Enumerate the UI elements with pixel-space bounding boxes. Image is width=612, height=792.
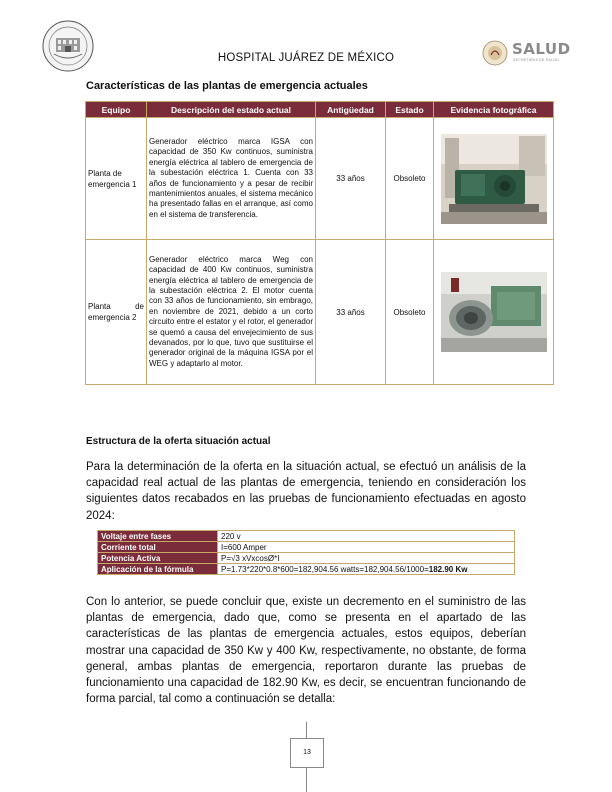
- cell-descripcion: Generador eléctrico marca IGSA con capacidad de 350 Kw continuos, suministra energía eléctrica al tablero de emergencia de la subestación eléctrica 1. Cuenta con 33 años de funcionamiento y a pesar de recibir mantenimientos anuales, el sistema mecánico ha presentado fallas en el arranque, así como en el sistema de transferencia.: [147, 118, 316, 240]
- measurements-table: [97, 530, 515, 575]
- measure-label: Aplicación de la fórmula: [98, 564, 218, 575]
- table-row: [98, 564, 515, 575]
- table-header-row: [86, 102, 554, 118]
- table-row: [86, 240, 554, 385]
- hospital-seal-icon: [42, 20, 94, 72]
- cell-estado: Obsoleto: [386, 240, 434, 385]
- header-antiguedad: Antigüedad: [316, 102, 386, 118]
- measure-value-formula: [218, 564, 515, 575]
- measure-label: Corriente total: [98, 542, 218, 553]
- measure-label: Potencia Activa: [98, 553, 218, 564]
- cell-descripcion: Generador eléctrico marca Weg con capacidad de 400 Kw continuos, suministra energía eléctrica al tablero de emergencia de la subestación eléctrica 2. El motor cuenta con 33 años de funcionamiento, sin embrago, en noviembre de 2021, debido a un corto circuito entre el estator y el rotor, el generador se quemó a causa del envejecimiento de sus devanados, por lo que, tuvo que sustituirse el generador original de la máquina IGSA por el WEG y adaptarlo al motor.: [147, 240, 316, 385]
- page-number: 13: [290, 738, 324, 768]
- measure-value: P=√3 xVxcosØ*I: [218, 553, 515, 564]
- measure-value: I=600 Amper: [218, 542, 515, 553]
- cell-antiguedad: 33 años: [316, 240, 386, 385]
- table-row: [98, 542, 515, 553]
- cell-evidencia: [434, 118, 554, 240]
- cell-evidencia: [434, 240, 554, 385]
- formula-result: 182.90 Kw: [428, 564, 468, 574]
- measure-label: Voltaje entre fases: [98, 531, 218, 542]
- motor-photo-icon: [441, 272, 547, 352]
- header-equipo: Equipo: [86, 102, 147, 118]
- table-row: [98, 553, 515, 564]
- paragraph-conclusion: Con lo anterior, se puede concluir que, existe un decremento en el suministro de las plantas de emergencia, dado que, como se presenta en el apartado de las características de las plantas de emergencia actuales, estos equipos, deberían mostrar una capacidad de 350 Kw y 400 Kw, respectivamente, no obstante, de forma general, ambas plantas de emergencia, reportaron durante las pruebas de funcionamiento una capacidad de 182.90 Kw, es decir, se encuentran funcionando de forma parcial, tal como a continuación se detalla:: [86, 596, 526, 706]
- footer-divider-bottom: [306, 768, 307, 792]
- salud-logo-subtext: SECRETARÍA DE SALUD: [513, 58, 560, 62]
- cell-equipo: Planta de emergencia 1: [86, 118, 147, 240]
- cell-antiguedad: 33 años: [316, 118, 386, 240]
- plants-table: [85, 101, 554, 385]
- table-row: [98, 531, 515, 542]
- section-title-oferta: Estructura de la oferta situación actual: [86, 436, 271, 447]
- section-title-plants: Características de las plantas de emergencia actuales: [86, 80, 368, 92]
- salud-emblem-icon: [482, 40, 508, 66]
- salud-logo: [482, 40, 582, 68]
- table-row: [86, 118, 554, 240]
- footer-divider-top: [306, 722, 307, 738]
- header-evidencia: Evidencia fotográfica: [434, 102, 554, 118]
- formula-text: P=1.73*220*0.8*600=182,904.56 watts=182,904.56/1000=: [221, 564, 429, 574]
- header-title: HOSPITAL JUÁREZ DE MÉXICO: [217, 52, 395, 64]
- header-estado: Estado: [386, 102, 434, 118]
- paragraph-oferta-intro: Para la determinación de la oferta en la situación actual, se efectuó un análisis de la capacidad real actual de las plantas de emergencia, teniendo en consideración los siguientes datos recabados en las pruebas de funcionamiento efectuadas en agosto 2024:: [86, 461, 526, 522]
- generator-photo-icon: [441, 134, 547, 224]
- header-descripcion: Descripción del estado actual: [147, 102, 316, 118]
- measure-value: 220 v: [218, 531, 515, 542]
- cell-equipo: Planta de emergencia 2: [86, 240, 147, 385]
- salud-logo-text: SALUD: [512, 40, 571, 58]
- cell-estado: Obsoleto: [386, 118, 434, 240]
